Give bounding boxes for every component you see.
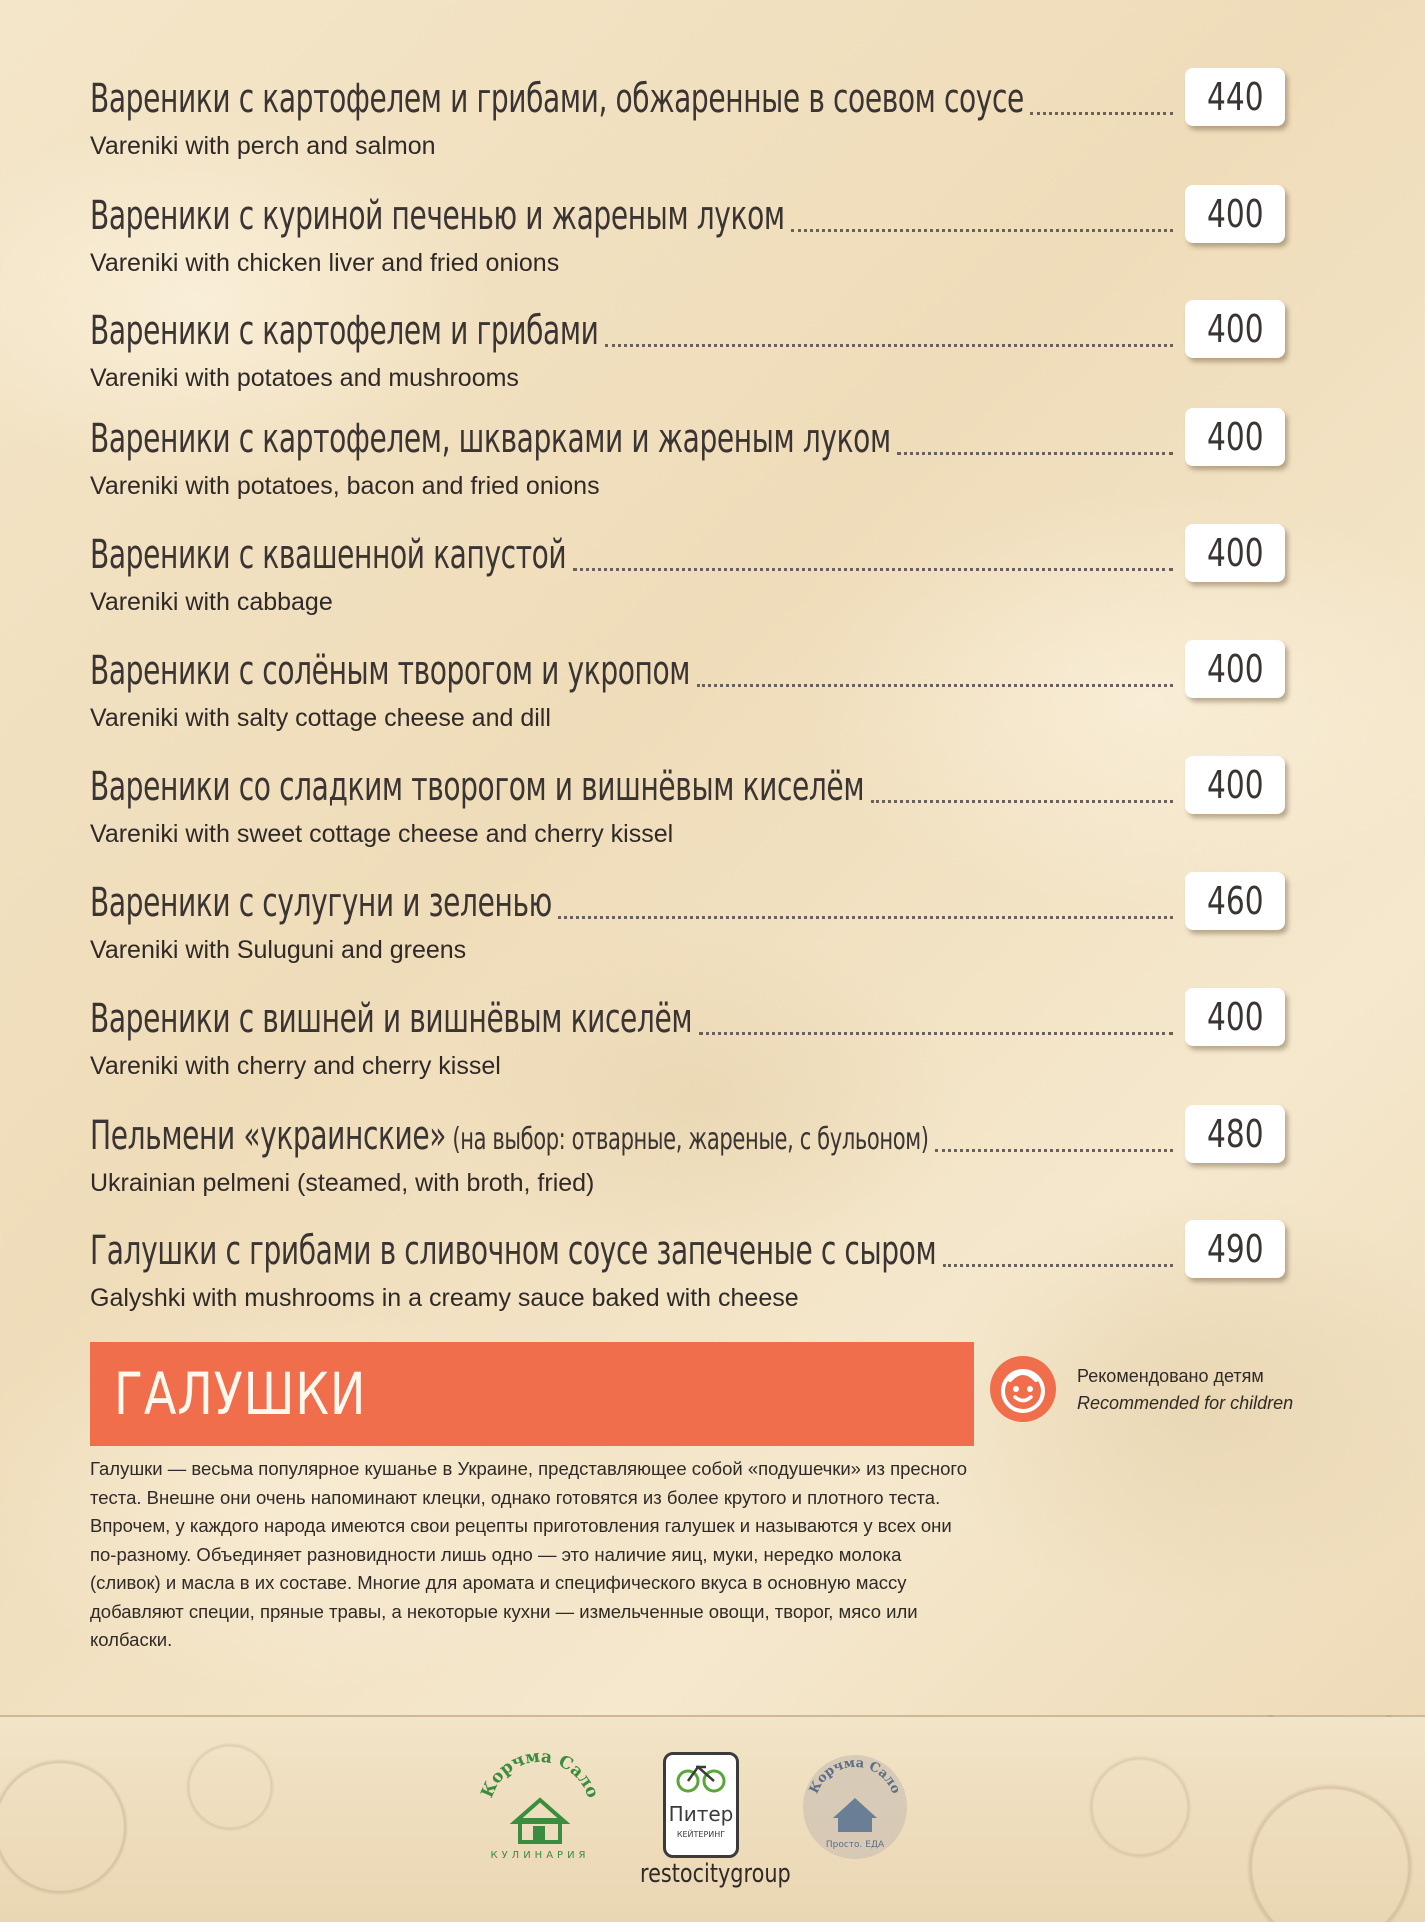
logo1-text: Корчма Сало: [477, 1752, 603, 1801]
menu-item-name: Вареники со сладким творогом и вишнёвым киселём: [90, 764, 865, 810]
child-face-icon: [990, 1356, 1056, 1422]
menu-item-name: Вареники с вишней и вишнёвым киселём: [90, 996, 693, 1042]
menu-item-row: [90, 68, 1285, 128]
menu-item-row: [90, 408, 1285, 468]
piter-logo: [663, 1752, 739, 1858]
menu-item-leader-dots: [699, 1018, 1173, 1035]
menu-item-title-text: [90, 414, 891, 464]
menu-item-price-value: 400: [1206, 415, 1264, 459]
menu-item-row: [90, 1105, 1285, 1165]
menu-item-price-value: 400: [1206, 995, 1264, 1039]
menu-item-price-value: 400: [1206, 647, 1264, 691]
menu-item-price-value: 490: [1206, 1227, 1264, 1271]
menu-item-title-text: [90, 74, 1024, 124]
menu-item-name: Вареники с сулугуни и зеленью: [90, 880, 552, 926]
menu-item-name: Вареники с куриной печенью и жареным луком: [90, 193, 785, 239]
kids-legend: [990, 1356, 1310, 1426]
menu-item-english: Vareniki with cherry and cherry kissel: [90, 1052, 501, 1080]
menu-item-title-text: [90, 994, 692, 1044]
menu-item: [90, 408, 1285, 518]
menu-item-price-value: 400: [1206, 307, 1264, 351]
menu-item-english: Vareniki with chicken liver and fried onions: [90, 249, 560, 277]
menu-item: [90, 185, 1285, 295]
logo1-sub: КУЛИНАРИЯ: [490, 1850, 590, 1861]
menu-item-price-value: 400: [1206, 763, 1264, 807]
menu-item-title-text: [90, 646, 690, 696]
kids-legend-en: Recommended for children: [1077, 1393, 1294, 1413]
menu-item: [90, 756, 1285, 866]
menu-item-price-value: 440: [1206, 75, 1264, 119]
menu-item-name: Вареники с солёным творогом и укропом: [90, 648, 691, 694]
menu-item-row: [90, 524, 1285, 584]
menu-item-price: [1185, 524, 1285, 582]
menu-item-leader-dots: [697, 670, 1173, 687]
logo2-text: Питер: [668, 1802, 734, 1826]
menu-item-name: Вареники с картофелем, шкварками и жареным луком: [90, 416, 891, 462]
menu-item-english: Vareniki with perch and salmon: [90, 132, 436, 160]
korchma-salo-eda-logo: [800, 1752, 910, 1862]
svg-text:Корчма Сало: [477, 1752, 602, 1801]
menu-item-price-value: 400: [1206, 192, 1264, 236]
menu-item-name: Вареники с картофелем и грибами, обжаренные в соевом соусе: [90, 76, 1024, 122]
kids-legend-ru: Рекомендовано детям: [1077, 1366, 1264, 1386]
menu-item-price: [1185, 408, 1285, 466]
section-title: ГАЛУШКИ: [114, 1360, 367, 1428]
menu-item-row: [90, 872, 1285, 932]
menu-item-row: [90, 988, 1285, 1048]
menu-item: [90, 1220, 1285, 1330]
menu-item-title-text: [90, 1226, 936, 1276]
menu-item-name: Вареники с картофелем и грибами: [90, 308, 599, 354]
menu-item-note: (на выбор: отварные, жареные, с бульоном): [446, 1122, 929, 1157]
menu-item-title-text: [90, 191, 785, 241]
section-banner: [90, 1342, 974, 1446]
menu-item-title: [90, 74, 1175, 124]
menu-item-row: [90, 185, 1285, 245]
menu-item-english: Vareniki with cabbage: [90, 588, 333, 616]
menu-item-name: Вареники с квашенной капустой: [90, 532, 567, 578]
brand-name: restocitygroup: [640, 1859, 791, 1889]
menu-item-english: Vareniki with potatoes and mushrooms: [90, 364, 519, 392]
menu-item-price: [1185, 1105, 1285, 1163]
footer: [0, 1715, 1425, 1922]
menu-item-name: Галушки с грибами в сливочном соусе запеченые с сыром: [90, 1228, 937, 1274]
menu-item-price: [1185, 872, 1285, 930]
menu-item-row: [90, 1220, 1285, 1280]
menu-item-title-text: [90, 1111, 929, 1165]
menu-item-leader-dots: [791, 215, 1173, 232]
menu-item: [90, 524, 1285, 634]
menu-item-title-text: [90, 306, 598, 356]
menu-item: [90, 640, 1285, 750]
section-description: Галушки — весьма популярное кушанье в Украине, представляющее собой «подушечки» из пресного теста. Внешне они очень напоминают клецки, однако готовятся из более крутого и плотного теста. Впрочем, у каждого народа имеются свои рецепты приготовления галушек и называются у всех они по-разному. Объединяет разновидности лишь одно — это наличие яиц, муки, нередко молока (сливок) и масла в их составе. Многие для аромата и специфического вкуса в основную массу добавляют специи, пряные травы, а некоторые кухни — измельченные овощи, творог, мясо или колбаски.: [90, 1458, 968, 1650]
menu-item: [90, 68, 1285, 178]
menu-item-price: [1185, 640, 1285, 698]
menu-item-leader-dots: [943, 1250, 1173, 1267]
menu-item: [90, 872, 1285, 982]
menu-item-leader-dots: [871, 786, 1173, 803]
menu-item-leader-dots: [558, 902, 1173, 919]
menu-item-title-text: [90, 530, 566, 580]
menu-item-english: Ukrainian pelmeni (steamed, with broth, fried): [90, 1169, 595, 1197]
korchma-salo-logo: [475, 1752, 605, 1862]
menu-item-leader-dots: [897, 438, 1173, 455]
menu-item-row: [90, 300, 1285, 360]
menu-item-english: Vareniki with salty cottage cheese and dill: [90, 704, 551, 732]
menu-item-price: [1185, 185, 1285, 243]
menu-item-price: [1185, 1220, 1285, 1278]
menu-item-price: [1185, 300, 1285, 358]
menu-item: [90, 988, 1285, 1098]
logo2-sub: КЕЙТЕРИНГ: [676, 1830, 726, 1839]
menu-item-english: Vareniki with potatoes, bacon and fried onions: [90, 472, 600, 500]
menu-item-english: Galyshki with mushrooms in a creamy sauce baked with cheese: [90, 1284, 799, 1312]
menu-item-name: Пельмени «украинские»: [90, 1113, 447, 1159]
menu-item-title-text: [90, 878, 552, 928]
menu-item: [90, 300, 1285, 410]
menu-item-price: [1185, 68, 1285, 126]
logo3-text: Корчма Сало: [806, 1755, 904, 1797]
menu-item-price: [1185, 988, 1285, 1046]
menu-item-row: [90, 756, 1285, 816]
menu-item-leader-dots: [935, 1135, 1173, 1152]
menu-item-english: Vareniki with sweet cottage cheese and cherry kissel: [90, 820, 674, 848]
menu-item-price: [1185, 756, 1285, 814]
menu-item-english: Vareniki with Suluguni and greens: [90, 936, 467, 964]
menu-item-price-value: 480: [1206, 1112, 1264, 1156]
logo3-sub: Просто. ЕДА: [825, 1840, 885, 1850]
menu-item-price-value: 460: [1206, 879, 1264, 923]
menu-item-title-text: [90, 762, 864, 812]
menu-item: [90, 1105, 1285, 1215]
menu-item-row: [90, 640, 1285, 700]
menu-item-leader-dots: [1030, 98, 1173, 115]
menu-item-leader-dots: [573, 554, 1173, 571]
menu-item-price-value: 400: [1206, 531, 1264, 575]
menu-item-leader-dots: [605, 330, 1173, 347]
